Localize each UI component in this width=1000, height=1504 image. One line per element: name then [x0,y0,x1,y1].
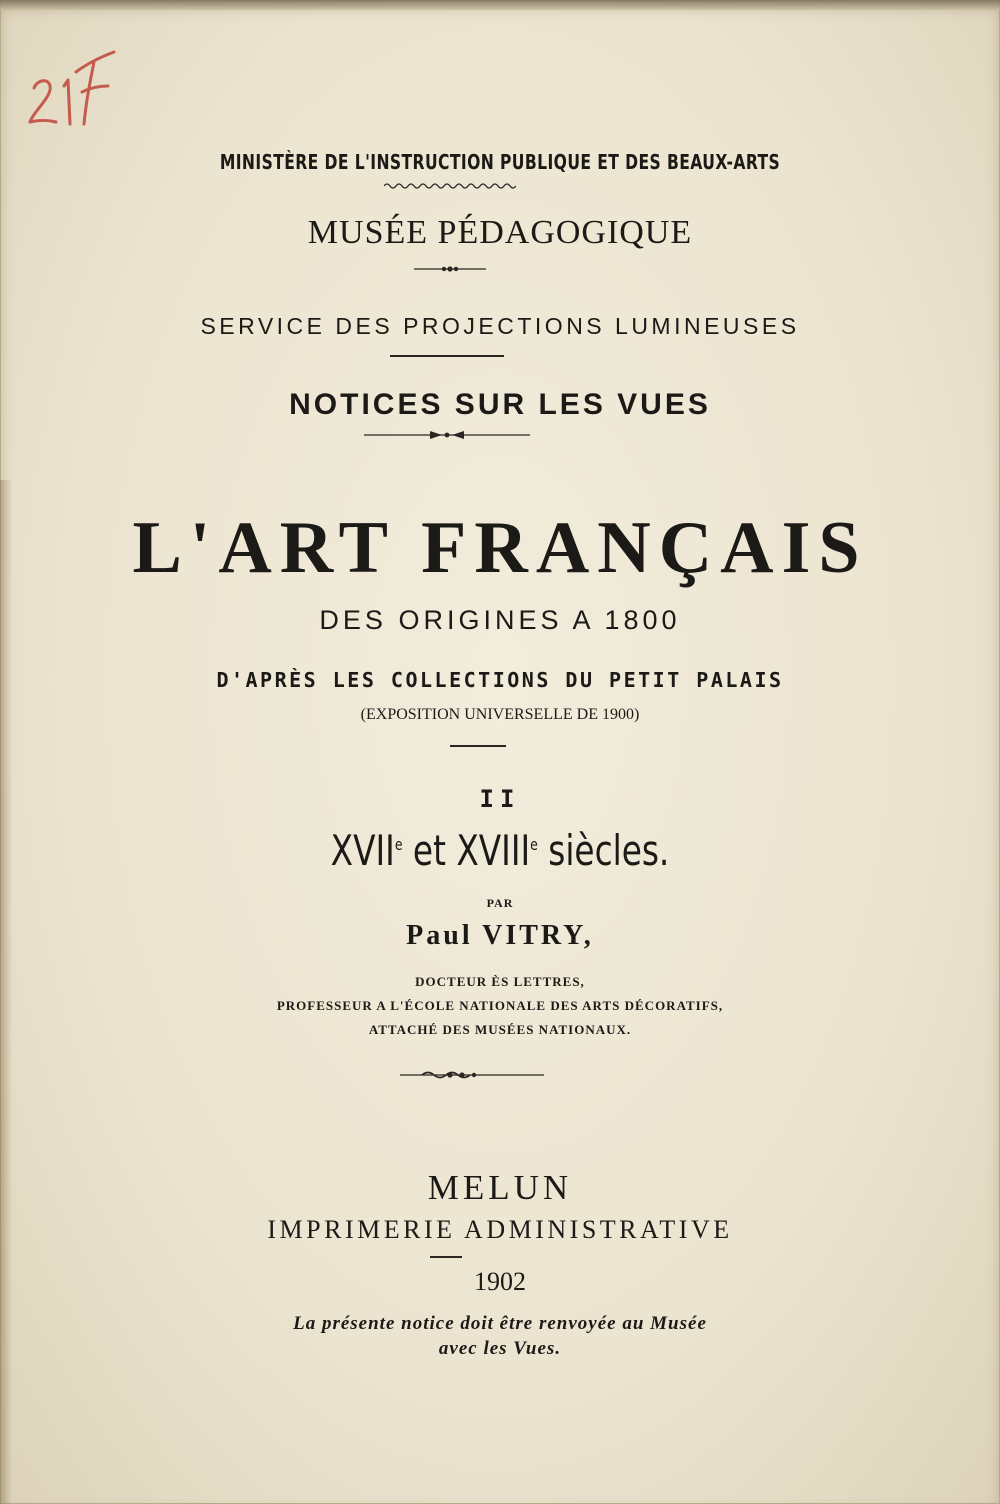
return-notice-line: avec les Vues. [438,1338,562,1359]
divider-rule [390,355,504,357]
subtitle: DES ORIGINES A 1800 [319,605,681,635]
imprint-printer: IMPRIMERIE ADMINISTRATIVE [267,1215,733,1244]
handwritten-annotation [24,36,120,130]
centuries-title [110,826,890,875]
arrow-rule-ornament [364,430,530,440]
imprint-city: MELUN [427,1168,573,1207]
exposition-line: (EXPOSITION UNIVERSELLE DE 1900) [360,706,640,723]
small-rule-ornament [414,265,486,273]
wavy-rule-ornament [384,182,516,190]
centuries-mid: et XVIII [402,826,531,875]
centuries-suffix: siècles. [537,826,670,875]
return-notice-line: La présente notice doit être renvoyée au Musée [293,1313,707,1334]
author-name: Paul VITRY, [406,920,594,951]
author-credential: ATTACHÉ DES MUSÉES NATIONAUX. [368,1022,632,1037]
volume-number: II [479,785,521,813]
main-title: L'ART FRANÇAIS [132,507,868,589]
superscript: e [530,835,538,854]
service-heading: SERVICE DES PROJECTIONS LUMINEUSES [200,313,800,339]
centuries-prefix: XVII [330,826,395,875]
vine-rule-ornament [400,1070,544,1080]
divider-rule [450,745,506,747]
par-label: PAR [486,896,514,910]
superscript: e [394,835,403,854]
collections-line: D'APRÈS LES COLLECTIONS DU PETIT PALAIS [216,668,784,692]
imprint-year: 1902 [474,1267,526,1296]
notices-heading: NOTICES SUR LES VUES [289,388,711,421]
author-credential: DOCTEUR ÈS LETTRES, [415,974,585,989]
author-credential: PROFESSEUR A L'ÉCOLE NATIONALE DES ARTS DÉCORATIFS, [276,998,724,1013]
ministry-heading: MINISTÈRE DE L'INSTRUCTION PUBLIQUE ET DES BEAUX-ARTS [219,150,781,174]
museum-heading: MUSÉE PÉDAGOGIQUE [307,214,693,251]
divider-rule [430,1256,462,1258]
